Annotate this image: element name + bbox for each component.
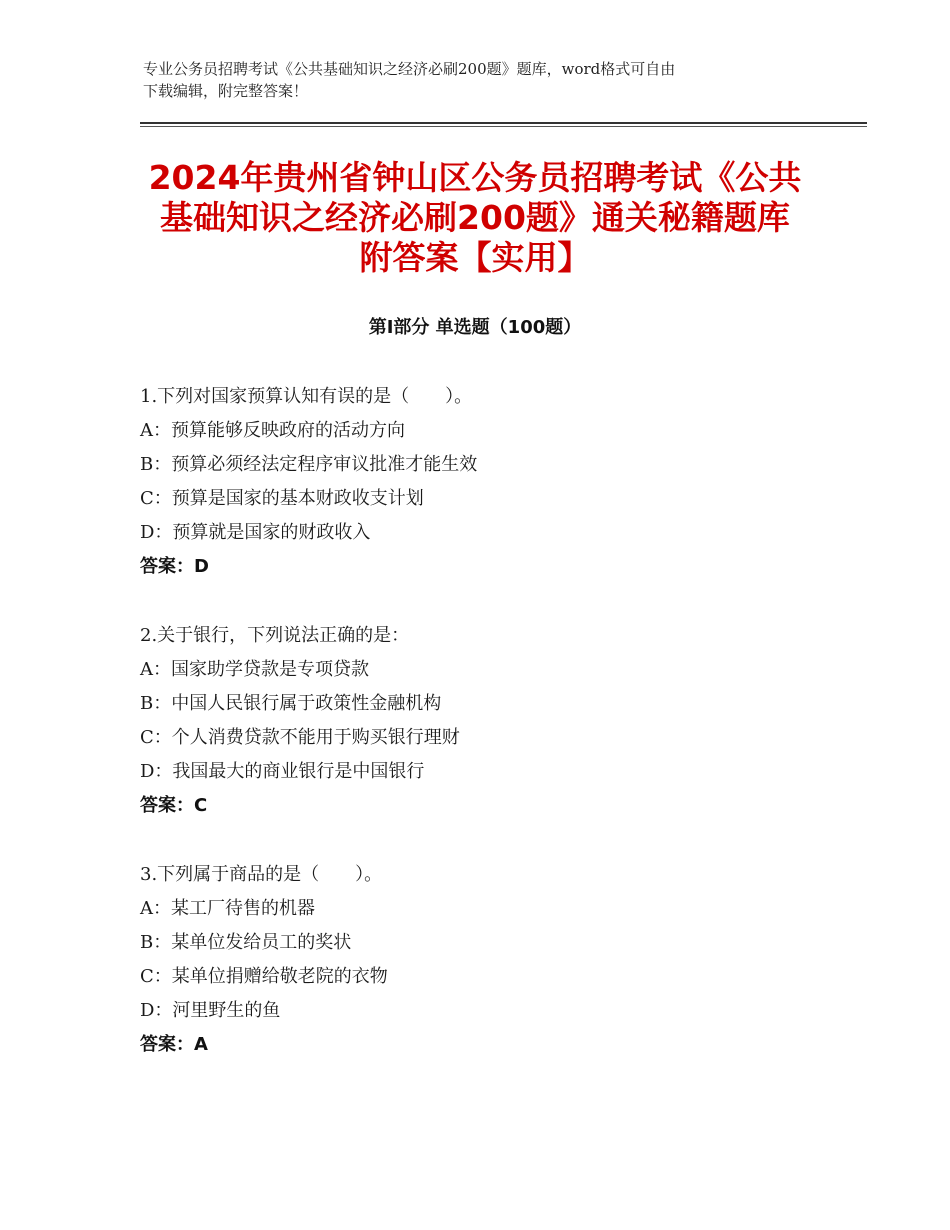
option-b: B：某单位发给员工的奖状 [140,932,352,953]
question-stem: 1.下列对国家预算认知有误的是（ ）。 [140,386,473,407]
question-item [140,380,840,584]
question-stem: 3.下列属于商品的是（ ）。 [140,864,383,885]
header-note-line: 专业公务员招聘考试《公共基础知识之经济必刷200题》题库，word格式可自由 [143,60,676,78]
header-note [143,58,823,102]
answer-line: 答案：C [140,795,208,816]
option-c: C：某单位捐赠给敬老院的衣物 [140,966,388,987]
question-stem: 2.关于银行，下列说法正确的是： [140,625,410,646]
question-item [140,858,840,1062]
title-line: 基础知识之经济必刷200题》通关秘籍题库 [160,198,790,237]
header-note-line: 下载编辑，附完整答案！ [143,82,309,100]
header-divider [140,122,867,124]
header-divider-thin [140,126,867,127]
question-list [140,380,840,1097]
question-item [140,619,840,823]
answer-line: 答案：D [140,556,209,577]
title-line: 附答案【实用】 [359,238,591,277]
option-d: D：河里野生的鱼 [140,1000,281,1021]
option-a: A：预算能够反映政府的活动方向 [140,420,405,441]
answer-line: 答案：A [140,1034,208,1055]
option-a: A：国家助学贷款是专项贷款 [140,659,369,680]
option-d: D：我国最大的商业银行是中国银行 [140,761,425,782]
option-c: C：个人消费贷款不能用于购买银行理财 [140,727,460,748]
document-title [120,158,830,278]
option-a: A：某工厂待售的机器 [140,898,315,919]
option-b: B：中国人民银行属于政策性金融机构 [140,693,442,714]
option-b: B：预算必须经法定程序审议批准才能生效 [140,454,478,475]
section-title: 第Ⅰ部分 单选题（100题） [368,317,582,338]
title-line: 2024年贵州省钟山区公务员招聘考试《公共 [148,158,802,197]
option-d: D：预算就是国家的财政收入 [140,522,371,543]
option-c: C：预算是国家的基本财政收支计划 [140,488,424,509]
